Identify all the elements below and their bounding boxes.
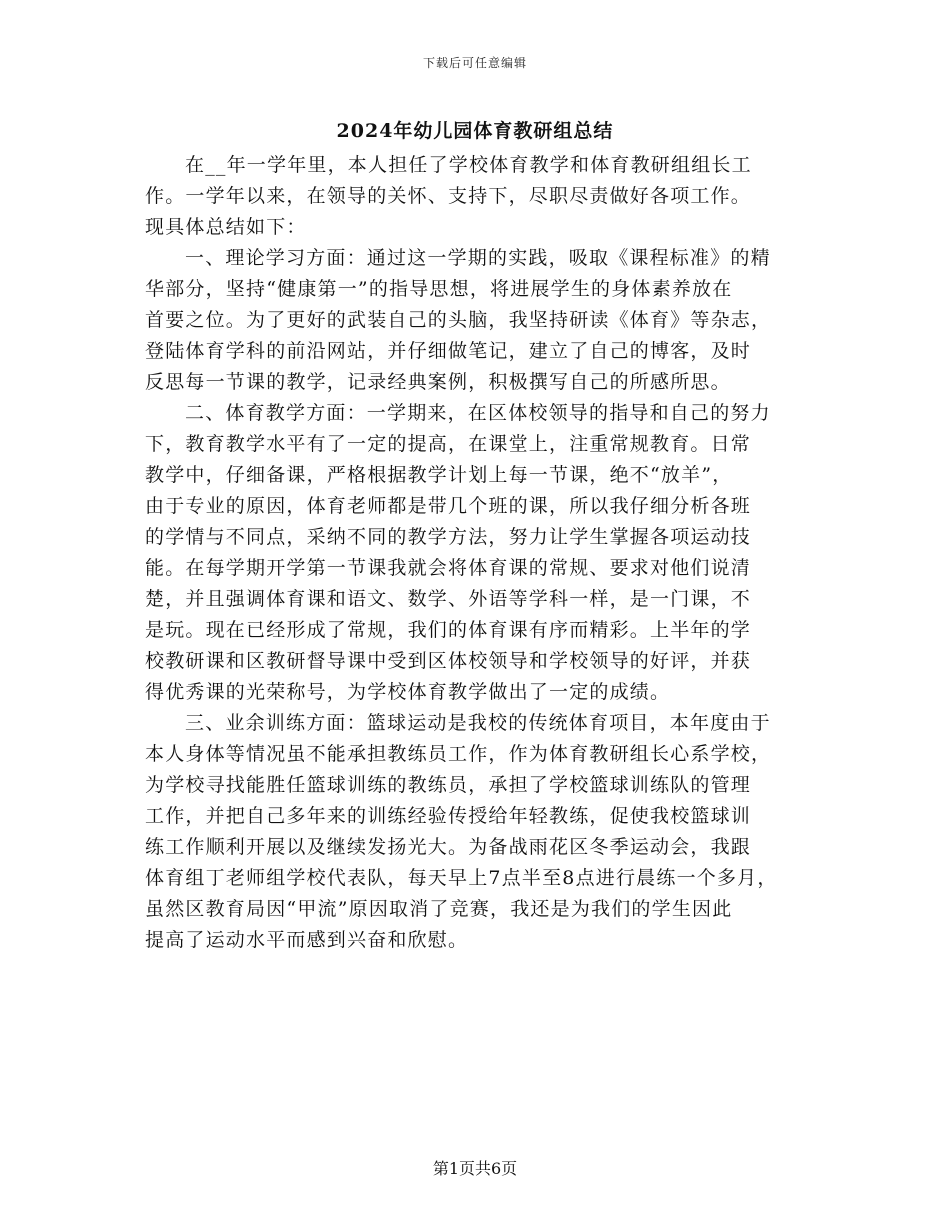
paragraph-line: 本人身体等情况虽不能承担教练员工作，作为体育教研组长心系学校， xyxy=(145,743,772,765)
paragraph-line: 由于专业的原因，体育老师都是带几个班的课，所以我仔细分析各班 xyxy=(145,495,752,517)
paragraph-line: 虽然区教育局因“甲流”原因取消了竞赛，我还是为我们的学生因此 xyxy=(145,898,733,920)
paragraph-line: 提高了运动水平而感到兴奋和欣慰。 xyxy=(145,929,469,951)
paragraph-line: 下，教育教学水平有了一定的提高，在课堂上，注重常规教育。日常 xyxy=(145,433,752,455)
paragraph-line: 是玩。现在已经形成了常规，我们的体育课有序而精彩。上半年的学 xyxy=(145,619,752,641)
paragraph-line: 校教研课和区教研督导课中受到区体校领导和学校领导的好评，并获 xyxy=(145,650,752,672)
paragraph-line: 华部分，坚持“健康第一”的指导思想，将进展学生的身体素养放在 xyxy=(145,278,733,300)
paragraph-line: 的学情与不同点，采纳不同的教学方法，努力让学生掌握各项运动技 xyxy=(145,526,752,548)
paragraph-line: 现具体总结如下： xyxy=(145,216,307,238)
paragraph-line: 在__年一学年里，本人担任了学校体育教学和体育教研组组长工 xyxy=(185,154,752,176)
document-body xyxy=(145,150,835,956)
paragraph-line: 能。在每学期开学第一节课我就会将体育课的常规、要求对他们说清 xyxy=(145,557,752,579)
paragraph-line: 练工作顺利开展以及继续发扬光大。为备战雨花区冬季运动会，我跟 xyxy=(145,836,752,858)
paragraph-line: 二、体育教学方面：一学期来，在区体校领导的指导和自己的努力 xyxy=(185,402,771,424)
paragraph-line: 教学中，仔细备课，严格根据教学计划上每一节课，绝不“放羊”， xyxy=(145,464,733,486)
paragraph-line: 一、理论学习方面：通过这一学期的实践，吸取《课程标准》的精 xyxy=(185,247,771,269)
paragraph-line: 楚，并且强调体育课和语文、数学、外语等学科一样，是一门课，不 xyxy=(145,588,752,610)
paragraph-line: 为学校寻找能胜任篮球训练的教练员，承担了学校篮球训练队的管理 xyxy=(145,774,752,796)
page-number: 第1页共6页 xyxy=(432,1159,518,1178)
paragraph-line: 登陆体育学科的前沿网站，并仔细做笔记，建立了自己的博客，及时 xyxy=(145,340,752,362)
document-title: 2024年幼儿园体育教研组总结 xyxy=(336,120,614,142)
paragraph-line: 体育组丁老师组学校代表队，每天早上7点半至8点进行晨练一个多月， xyxy=(145,867,778,889)
paragraph-line: 工作，并把自己多年来的训练经验传授给年轻教练，促使我校篮球训 xyxy=(145,805,752,827)
paragraph-line: 三、业余训练方面：篮球运动是我校的传统体育项目，本年度由于 xyxy=(185,712,771,734)
paragraph-line: 首要之位。为了更好的武装自己的头脑，我坚持研读《体育》等杂志， xyxy=(145,309,772,331)
header-note: 下载后可任意编辑 xyxy=(422,56,527,70)
paragraph-line: 作。一学年以来，在领导的关怀、支持下，尽职尽责做好各项工作。 xyxy=(145,185,752,207)
paragraph-line: 反思每一节课的教学，记录经典案例，积极撰写自己的所感所思。 xyxy=(145,371,731,393)
paragraph-line: 得优秀课的光荣称号，为学校体育教学做出了一定的成绩。 xyxy=(145,681,671,703)
